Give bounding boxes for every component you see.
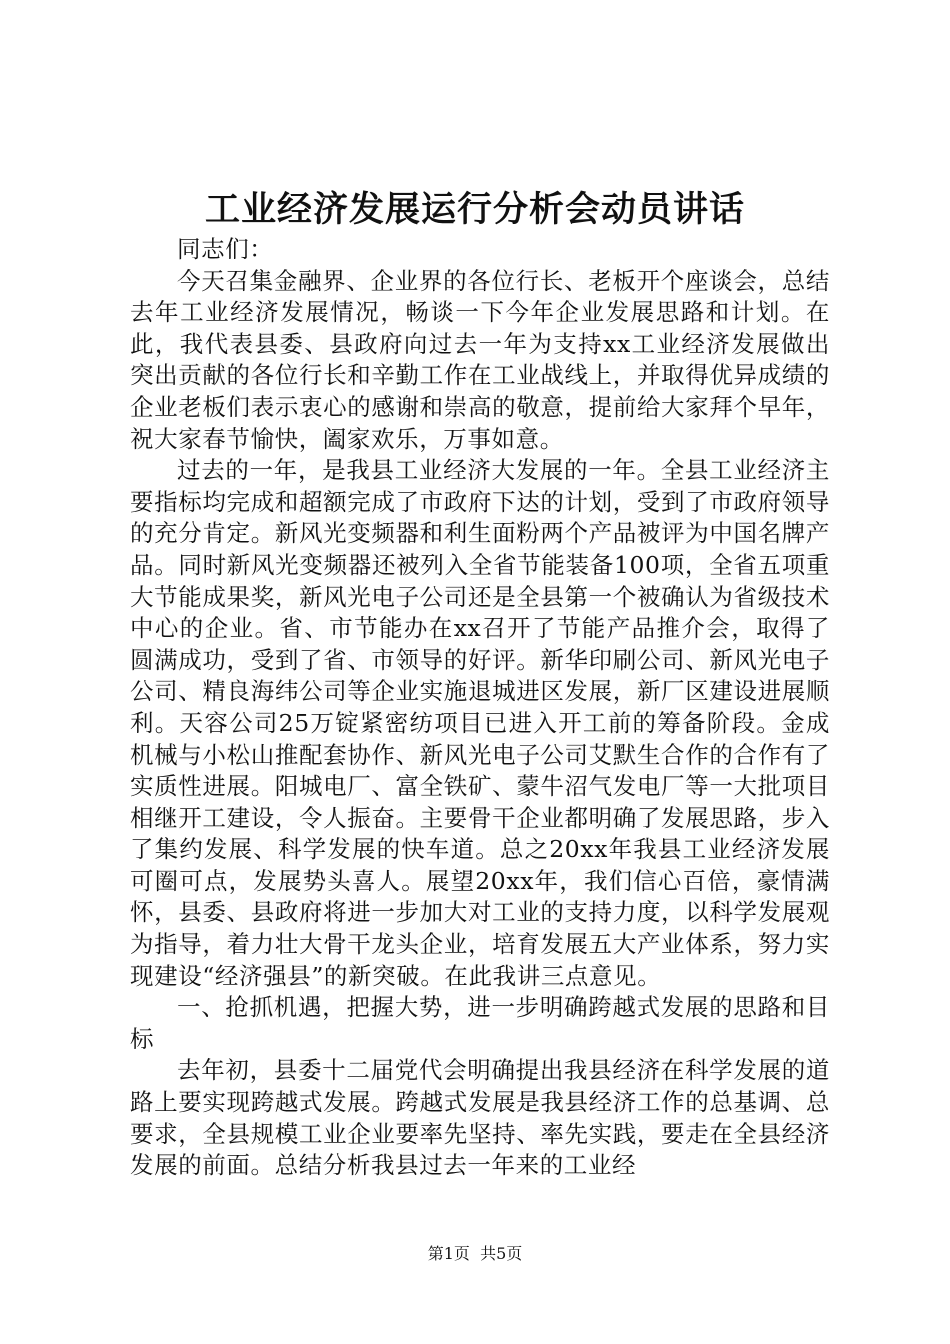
- section-heading: 一、抢抓机遇，把握大势，进一步明确跨越式发展的思路和目标: [130, 993, 830, 1053]
- page-footer: 第1页 共5页: [427, 1244, 523, 1263]
- salutation-paragraph: 同志们：: [177, 235, 274, 263]
- body-paragraph: 今天召集金融界、企业界的各位行长、老板开个座谈会，总结去年工业经济发展情况，畅谈一下今年企业发展思路和计划。在此，我代表县委、县政府向过去一年为支持xx工业经济发展做出突出贡献的各位行长和辛勤工作在工业战线上，并取得优异成绩的企业老板们表示衷心的感谢和崇高的敬意，提前给大家拜个早年，祝大家春节愉快，阖家欢乐，万事如意。: [130, 266, 830, 453]
- document-body: [130, 234, 830, 1182]
- body-paragraph: 去年初，县委十二届党代会明确提出我县经济在科学发展的道路上要实现跨越式发展。跨越式发展是我县经济工作的总基调、总要求，全县规模工业企业要率先坚持、率先实践，要走在全县经济发展的前面。总结分析我县过去一年来的工业经: [130, 1056, 830, 1180]
- document-title: 工业经济发展运行分析会动员讲话: [204, 189, 745, 230]
- body-paragraph: 过去的一年，是我县工业经济大发展的一年。全县工业经济主要指标均完成和超额完成了市政府下达的计划，受到了市政府领导的充分肯定。新风光变频器和利生面粉两个产品被评为中国名牌产品。同时新风光变频器还被列入全省节能装备100项，全省五项重大节能成果奖，新风光电子公司还是全县第一个被确认为省级技术中心的企业。省、市节能办在xx召开了节能产品推介会，取得了圆满成功，受到了省、市领导的好评。新华印刷公司、新风光电子公司、精良海纬公司等企业实施退城进区发展，新厂区建设进展顺利。天容公司25万锭紧密纺项目已进入开工前的筹备阶段。金成机械与小松山推配套协作、新风光电子公司艾默生合作的合作有了实质性进展。阳城电厂、富全铁矿、蒙牛沼气发电厂等一大批项目相继开工建设，令人振奋。主要骨干企业都明确了发展思路，步入了集约发展、科学发展的快车道。总之20xx年我县工业经济发展可圈可点，发展势头喜人。展望20xx年，我们信心百倍，豪情满怀，县委、县政府将进一步加大对工业的支持力度，以科学发展观为指导，着力壮大骨干龙头企业，培育发展五大产业体系，努力实现建设“经济强县”的新突破。在此我讲三点意见。: [130, 456, 830, 990]
